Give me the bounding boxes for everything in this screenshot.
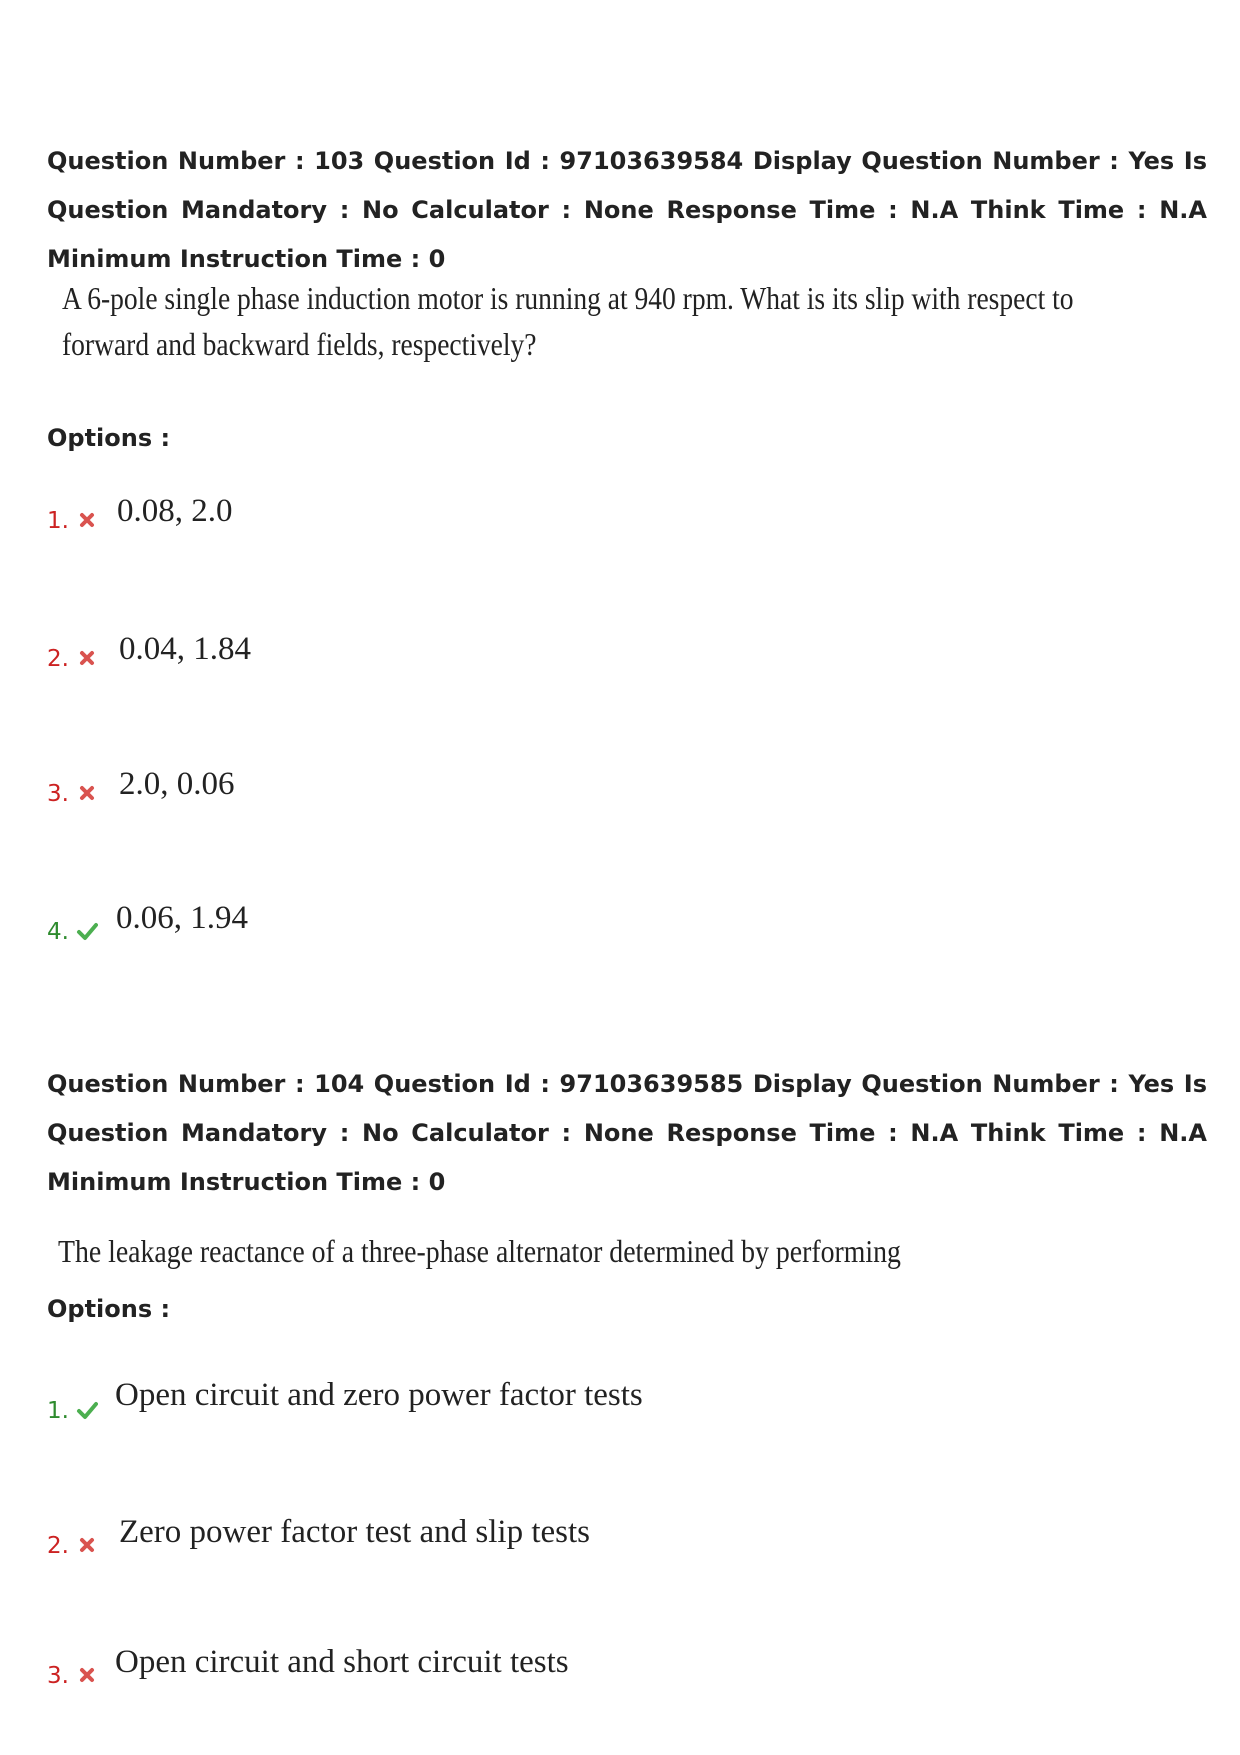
- cross-icon: [76, 1534, 98, 1556]
- question-text-line: forward and backward fields, respectively?: [62, 326, 537, 362]
- question-text: [58, 1228, 901, 1274]
- question-text: [62, 275, 1073, 367]
- option-text: Zero power factor test and slip tests: [119, 1514, 591, 1550]
- options-label: Options :: [47, 1295, 171, 1323]
- options-label: Options :: [47, 424, 171, 452]
- option-text: 0.08, 2.0: [117, 493, 233, 529]
- option-text: 2.0, 0.06: [119, 766, 235, 802]
- cross-icon: [76, 782, 98, 804]
- question-text-line: The leakage reactance of a three-phase alternator determined by performing: [58, 1233, 901, 1269]
- option-number: 2.: [47, 646, 69, 672]
- option-number: 3.: [47, 1663, 69, 1689]
- option-number: 2.: [47, 1533, 69, 1559]
- check-icon: [76, 920, 98, 942]
- option-number: 3.: [47, 781, 69, 807]
- option-number: 1.: [47, 508, 69, 534]
- question-text-line: A 6-pole single phase induction motor is running at 940 rpm. What is its slip with respect to: [62, 280, 1074, 316]
- option-text: 0.04, 1.84: [119, 631, 251, 667]
- cross-icon: [76, 1664, 98, 1686]
- cross-icon: [76, 647, 98, 669]
- cross-icon: [76, 509, 98, 531]
- check-icon: [76, 1399, 98, 1421]
- option-text: 0.06, 1.94: [116, 900, 248, 936]
- option-number: 1.: [47, 1398, 69, 1424]
- option-number: 4.: [47, 919, 69, 945]
- question-meta: Question Number : 104 Question Id : 97103639585 Display Question Number : Yes Is Question Mandatory : No Calculator : None Response Time : N.A Think Time : N.A Minimum Instruction Time : 0: [47, 1070, 1207, 1196]
- question-meta: Question Number : 103 Question Id : 97103639584 Display Question Number : Yes Is Question Mandatory : No Calculator : None Response Time : N.A Think Time : N.A Minimum Instruction Time : 0: [47, 147, 1207, 273]
- option-text: Open circuit and zero power factor tests: [115, 1377, 643, 1413]
- option-text: Open circuit and short circuit tests: [115, 1644, 569, 1680]
